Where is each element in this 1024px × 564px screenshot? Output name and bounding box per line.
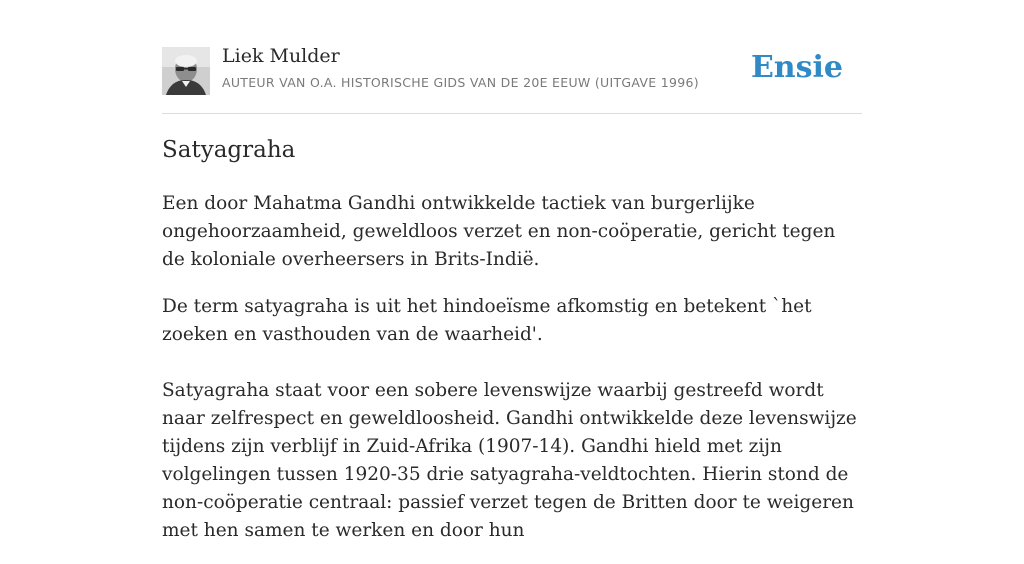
article-paragraph: De term satyagraha is uit het hindoeïsme afkomstig en betekent `het zoeken en vasthouden van de waarheid'. [162, 296, 812, 345]
ensie-logo[interactable]: Ensie [750, 50, 843, 85]
article-paragraph: Een door Mahatma Gandhi ontwikkelde tactiek van burgerlijke ongehoorzaamheid, geweldloos verzet en non-coöperatie, gericht tegen de koloniale overheersers in Brits-Indië. [162, 193, 836, 270]
article-body [162, 190, 862, 564]
article-paragraph: Satyagraha staat voor een sobere levenswijze waarbij gestreefd wordt naar zelfrespect en geweldloosheid. Gandhi ontwikkelde deze levenswijze tijdens zijn verblijf in Zuid-Afrika (1907-14). Gandhi hield met zijn volgelingen tussen 1920-35 drie satyagraha-veldtochten. Hierin stond de non-coöperatie centraal: passief verzet tegen de Britten door te weigeren met hen samen te werken en door hun [162, 380, 857, 541]
author-role: AUTEUR VAN O.A. HISTORISCHE GIDS VAN DE 20E EEUW (UITGAVE 1996) [222, 75, 699, 90]
author-header [162, 0, 862, 114]
portrait-icon [162, 47, 210, 95]
page-container [162, 0, 862, 541]
author-name[interactable]: Liek Mulder [222, 45, 340, 67]
author-avatar[interactable] [162, 47, 210, 95]
article-title: Satyagraha [162, 137, 296, 163]
